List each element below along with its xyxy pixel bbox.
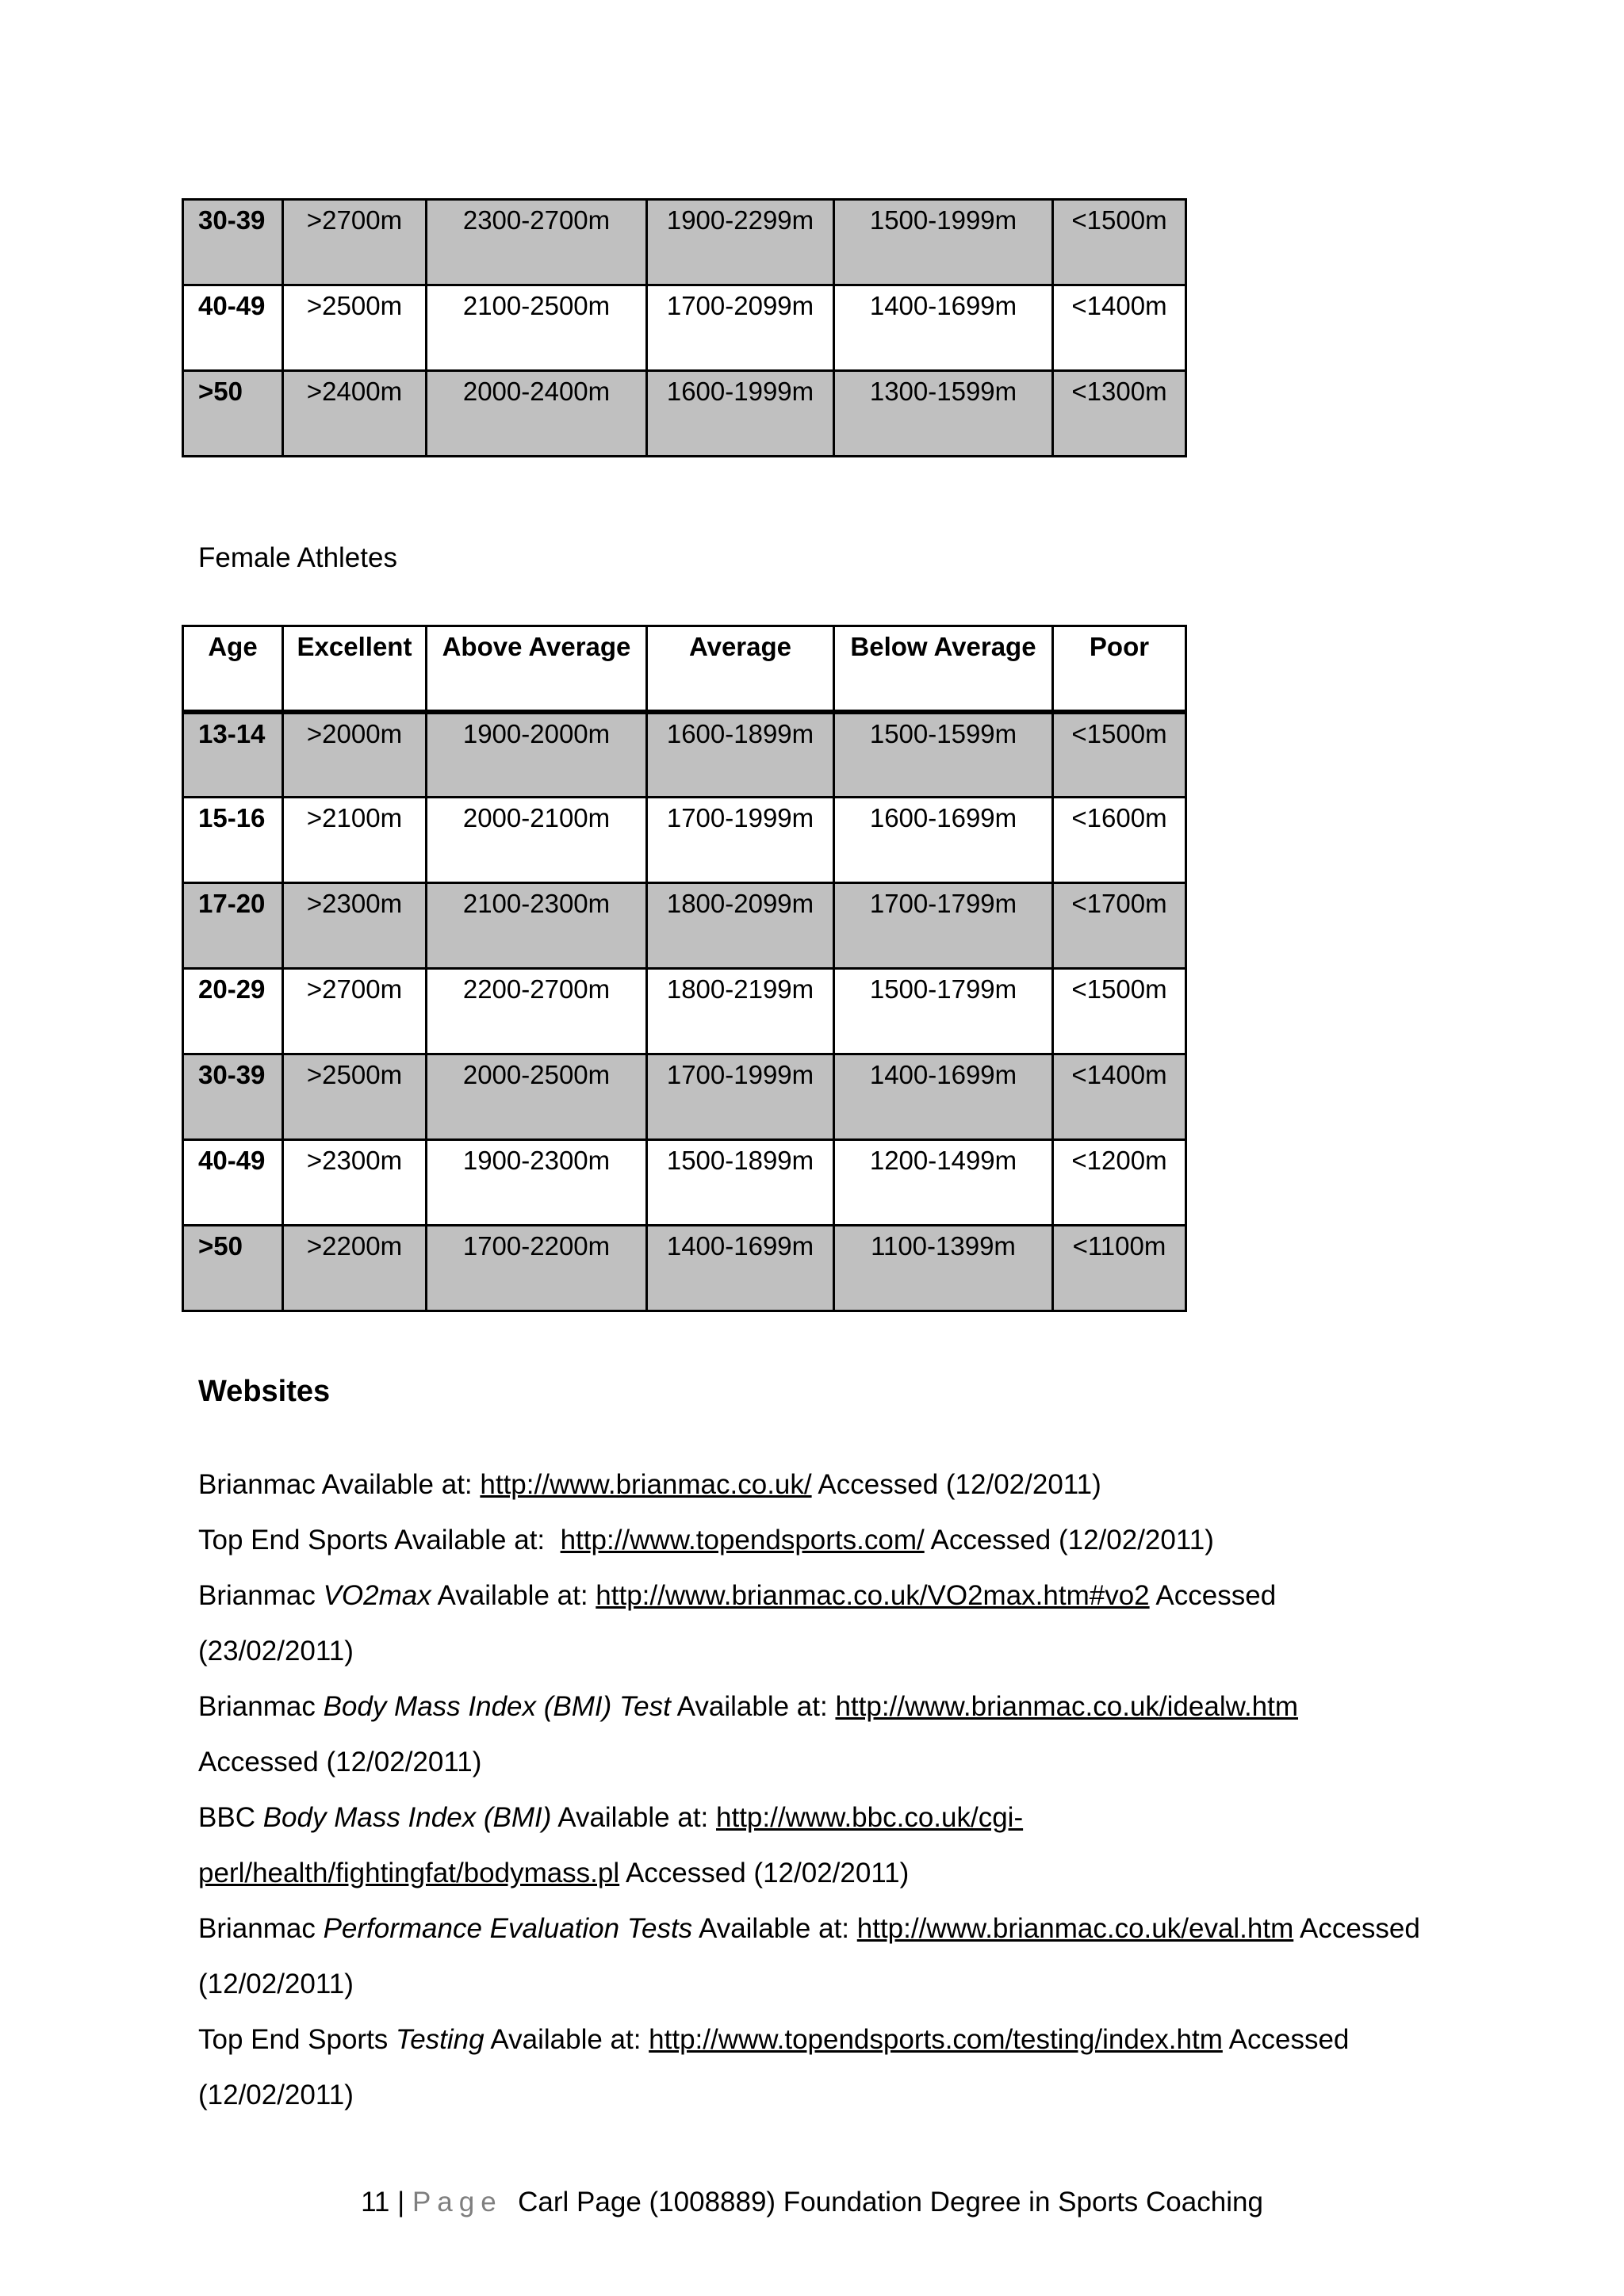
value-cell: 1400-1699m xyxy=(834,285,1053,371)
value-cell: 2300-2700m xyxy=(427,200,647,285)
age-cell: 30-39 xyxy=(183,200,283,285)
value-cell: 1500-1899m xyxy=(647,1140,834,1226)
table-row xyxy=(183,969,1186,1054)
column-header: Average xyxy=(647,626,834,712)
age-cell: >50 xyxy=(183,1226,283,1311)
table-row xyxy=(183,371,1186,457)
reference-line xyxy=(198,1957,1451,2012)
value-cell: 1700-2200m xyxy=(427,1226,647,1311)
reference-line xyxy=(198,1735,1451,1790)
value-cell: 1900-2300m xyxy=(427,1140,647,1226)
reference-link[interactable]: perl/health/fightingfat/bodymass.pl xyxy=(198,1858,620,1888)
age-cell: 20-29 xyxy=(183,969,283,1054)
reference-line xyxy=(198,1513,1451,1568)
reference-line xyxy=(198,1679,1451,1735)
reference-text: Available at: xyxy=(551,1802,716,1833)
value-cell: >2500m xyxy=(283,285,427,371)
value-cell: 1700-1999m xyxy=(647,798,834,883)
value-cell: 1700-2099m xyxy=(647,285,834,371)
value-cell: 1800-2199m xyxy=(647,969,834,1054)
reference-entry xyxy=(198,1568,1451,1679)
table-row xyxy=(183,798,1186,883)
age-cell: 13-14 xyxy=(183,712,283,798)
column-header: Below Average xyxy=(834,626,1053,712)
reference-entry xyxy=(198,1679,1451,1790)
reference-text: Top End Sports xyxy=(198,2024,396,2055)
reference-line xyxy=(198,1846,1451,1901)
value-cell: 1500-1799m xyxy=(834,969,1053,1054)
value-cell: 1900-2299m xyxy=(647,200,834,285)
value-cell: >2300m xyxy=(283,1140,427,1226)
column-header: Above Average xyxy=(427,626,647,712)
reference-entry xyxy=(198,1901,1451,2012)
reference-text: Testing xyxy=(396,2024,485,2055)
reference-link[interactable]: http://www.topendsports.com/testing/index.htm xyxy=(649,2024,1223,2055)
value-cell: 1500-1599m xyxy=(834,712,1053,798)
value-cell: 1400-1699m xyxy=(834,1054,1053,1140)
table-row xyxy=(183,1226,1186,1311)
value-cell: 1300-1599m xyxy=(834,371,1053,457)
value-cell: <1700m xyxy=(1053,883,1186,969)
table-header-row xyxy=(183,626,1186,712)
value-cell: 1700-1799m xyxy=(834,883,1053,969)
reference-text: (23/02/2011) xyxy=(198,1636,354,1667)
value-cell: 2000-2500m xyxy=(427,1054,647,1140)
value-cell: <1200m xyxy=(1053,1140,1186,1226)
table-row xyxy=(183,1140,1186,1226)
value-cell: 2000-2100m xyxy=(427,798,647,883)
reference-text: Available at: xyxy=(692,1913,857,1944)
value-cell: 1900-2000m xyxy=(427,712,647,798)
reference-line xyxy=(198,2012,1451,2068)
footer-text: Carl Page (1008889) Foundation Degree in Sports Coaching xyxy=(518,2187,1263,2218)
reference-text: Brianmac xyxy=(198,1913,324,1944)
reference-text: (12/02/2011) xyxy=(198,1969,354,1999)
value-cell: 1600-1699m xyxy=(834,798,1053,883)
reference-text: Available at: xyxy=(670,1691,836,1722)
reference-text: VO2max xyxy=(323,1580,431,1611)
value-cell: <1400m xyxy=(1053,285,1186,371)
reference-line xyxy=(198,1901,1451,1957)
websites-reference-list xyxy=(198,1457,1451,2123)
value-cell: 1700-1999m xyxy=(647,1054,834,1140)
value-cell: >2700m xyxy=(283,969,427,1054)
reference-link[interactable]: http://www.bbc.co.uk/cgi- xyxy=(716,1802,1024,1833)
reference-entry xyxy=(198,1513,1451,1568)
value-cell: <1100m xyxy=(1053,1226,1186,1311)
reference-link[interactable]: http://www.brianmac.co.uk/eval.htm xyxy=(856,1913,1294,1944)
value-cell: <1600m xyxy=(1053,798,1186,883)
value-cell: 1800-2099m xyxy=(647,883,834,969)
reference-text: Available at: xyxy=(484,2024,649,2055)
value-cell: >2200m xyxy=(283,1226,427,1311)
reference-text: (12/02/2011) xyxy=(198,2080,354,2110)
age-cell: 40-49 xyxy=(183,285,283,371)
table-row xyxy=(183,285,1186,371)
age-cell: 17-20 xyxy=(183,883,283,969)
table-row xyxy=(183,1054,1186,1140)
reference-text: Brianmac Available at: xyxy=(198,1469,481,1500)
female-athletes-table xyxy=(182,625,1187,1312)
reference-text: Performance Evaluation Tests xyxy=(323,1913,693,1944)
value-cell: 1600-1899m xyxy=(647,712,834,798)
column-header: Poor xyxy=(1053,626,1186,712)
page-word: Page xyxy=(412,2187,503,2218)
age-cell: 15-16 xyxy=(183,798,283,883)
value-cell: 1500-1999m xyxy=(834,200,1053,285)
value-cell: >2700m xyxy=(283,200,427,285)
reference-text: Accessed xyxy=(1293,1913,1420,1944)
value-cell: >2000m xyxy=(283,712,427,798)
column-header: Age xyxy=(183,626,283,712)
reference-entry xyxy=(198,1457,1451,1513)
reference-text: Body Mass Index (BMI) xyxy=(262,1802,552,1833)
value-cell: 1600-1999m xyxy=(647,371,834,457)
reference-text: Brianmac xyxy=(198,1580,324,1611)
table-row xyxy=(183,883,1186,969)
male-table-continued xyxy=(182,198,1187,457)
reference-text: Accessed (12/02/2011) xyxy=(811,1469,1101,1500)
value-cell: <1500m xyxy=(1053,200,1186,285)
reference-entry xyxy=(198,2012,1451,2123)
reference-line xyxy=(198,1457,1451,1513)
value-cell: >2400m xyxy=(283,371,427,457)
value-cell: <1500m xyxy=(1053,969,1186,1054)
age-cell: 30-39 xyxy=(183,1054,283,1140)
reference-text: BBC xyxy=(198,1802,263,1833)
reference-text: Available at: xyxy=(431,1580,596,1611)
reference-text: Accessed (12/02/2011) xyxy=(619,1858,910,1888)
reference-text: Accessed xyxy=(1149,1580,1277,1611)
table-row xyxy=(183,200,1186,285)
reference-link[interactable]: http://www.topendsports.com/ xyxy=(560,1525,925,1556)
reference-link[interactable]: http://www.brianmac.co.uk/idealw.htm xyxy=(835,1691,1299,1722)
reference-text: Top End Sports Available at: xyxy=(198,1525,561,1556)
value-cell: 2200-2700m xyxy=(427,969,647,1054)
reference-text: Body Mass Index (BMI) Test xyxy=(323,1691,671,1722)
reference-text: Brianmac xyxy=(198,1691,324,1722)
value-cell: <1500m xyxy=(1053,712,1186,798)
reference-text: Accessed xyxy=(1222,2024,1350,2055)
reference-text: Accessed (12/02/2011) xyxy=(924,1525,1214,1556)
page-footer xyxy=(0,2187,1624,2218)
value-cell: 1100-1399m xyxy=(834,1226,1053,1311)
age-cell: >50 xyxy=(183,371,283,457)
reference-link[interactable]: http://www.brianmac.co.uk/ xyxy=(480,1469,812,1500)
value-cell: 2000-2400m xyxy=(427,371,647,457)
reference-line xyxy=(198,1624,1451,1679)
reference-entry xyxy=(198,1790,1451,1901)
value-cell: 1400-1699m xyxy=(647,1226,834,1311)
reference-line xyxy=(198,1568,1451,1624)
reference-link[interactable]: http://www.brianmac.co.uk/VO2max.htm#vo2 xyxy=(596,1580,1150,1611)
reference-line xyxy=(198,1790,1451,1846)
female-athletes-label: Female Athletes xyxy=(198,542,397,573)
value-cell: >2300m xyxy=(283,883,427,969)
age-cell: 40-49 xyxy=(183,1140,283,1226)
value-cell: >2500m xyxy=(283,1054,427,1140)
value-cell: >2100m xyxy=(283,798,427,883)
value-cell: 2100-2500m xyxy=(427,285,647,371)
reference-line xyxy=(198,2068,1451,2123)
page-number: 11 xyxy=(361,2187,390,2218)
page-separator: | xyxy=(389,2187,412,2218)
table-row xyxy=(183,712,1186,798)
value-cell: <1300m xyxy=(1053,371,1186,457)
reference-text: Accessed (12/02/2011) xyxy=(198,1747,482,1777)
column-header: Excellent xyxy=(283,626,427,712)
value-cell: 1200-1499m xyxy=(834,1140,1053,1226)
value-cell: <1400m xyxy=(1053,1054,1186,1140)
value-cell: 2100-2300m xyxy=(427,883,647,969)
websites-heading: Websites xyxy=(198,1375,331,1408)
